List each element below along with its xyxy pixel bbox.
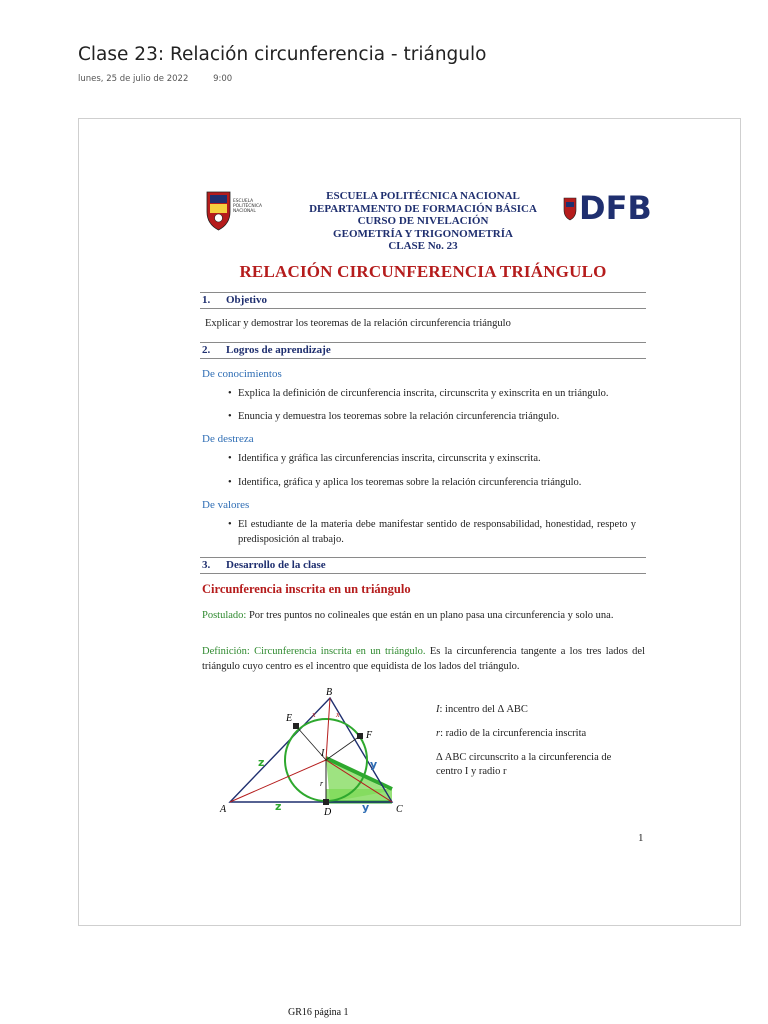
label-y-base: y	[362, 801, 370, 814]
definicion-text: Es la circunferencia tangente a los tres lados del triángulo cuyo centro es el incentro que equidista de los lados del triángulo.	[202, 646, 645, 672]
list-item: • Identifica, gráfica y aplica los teoremas sobre la relación circunferencia triángulo.	[228, 477, 582, 488]
institution-header	[300, 190, 546, 253]
subheading-destreza: De destreza	[202, 433, 254, 445]
section-heading-desarrollo	[200, 557, 646, 574]
postulado-text: Por tres puntos no colineales que están en un plano pasa una circunferencia y solo una.	[246, 610, 614, 621]
legend-line: r: radio de la circunferencia inscrita	[436, 728, 587, 739]
subtitle-circunferencia-inscrita: Circunferencia inscrita en un triángulo	[202, 582, 411, 596]
list-item: • El estudiante de la materia debe manifestar sentido de responsabilidad, honestidad, respeto y predisposición al trabajo.	[228, 519, 636, 545]
section-label: Objetivo	[226, 294, 267, 306]
definicion-paragraph	[202, 644, 645, 674]
page-title: Clase 23: Relación circunferencia - triángulo	[78, 44, 487, 65]
epn-logo-line-3: NACIONAL	[233, 209, 256, 214]
subheading-valores: De valores	[202, 499, 250, 511]
header-line: GEOMETRÍA Y TRIGONOMETRÍA	[333, 227, 513, 240]
objective-text: Explicar y demostrar los teoremas de la relación circunferencia triángulo	[205, 318, 511, 329]
section-number: 2.	[202, 344, 211, 356]
postulado-paragraph	[202, 608, 645, 623]
tangent-point-e	[293, 723, 299, 729]
section-label: Logros de aprendizaje	[226, 344, 331, 356]
epn-logo	[204, 190, 268, 239]
subheading-conocimientos: De conocimientos	[202, 368, 282, 380]
tangent-point-d	[323, 799, 329, 805]
header-line: ESCUELA POLITÉCNICA NACIONAL	[326, 190, 520, 202]
label-x-angle: x	[312, 710, 316, 719]
label-e: E	[286, 713, 293, 724]
label-z-side: z	[258, 756, 265, 769]
label-z-base: z	[275, 800, 282, 813]
section-heading-logros	[200, 342, 646, 359]
label-r: r	[320, 779, 324, 788]
section-number: 3.	[202, 559, 211, 571]
legend-line: centro I y radio r	[436, 766, 507, 777]
label-d: D	[324, 807, 332, 818]
list-item: • Enuncia y demuestra los teoremas sobre la relación circunferencia triángulo.	[228, 411, 560, 422]
label-b: B	[326, 687, 333, 698]
page-meta	[78, 74, 232, 84]
epn-logo-line-2: POLITÉCNICA	[233, 204, 263, 209]
document-main-title: RELACIÓN CIRCUNFERENCIA TRIÁNGULO	[239, 262, 607, 281]
definicion-label: Definición: Circunferencia inscrita en un triángulo.	[202, 646, 426, 657]
page-footer: GR16 página 1	[288, 1007, 349, 1018]
label-c: C	[396, 804, 403, 815]
label-x-angle: x	[336, 710, 340, 719]
bisector-line	[326, 698, 330, 760]
dfb-logo	[562, 186, 652, 231]
list-item: • Identifica y gráfica las circunferencias inscrita, circunscrita y exinscrita.	[228, 453, 541, 464]
bisector-line	[230, 760, 326, 802]
list-item: • Explica la definición de circunferencia inscrita, circunscrita y exinscrita en un triángulo.	[228, 388, 609, 399]
epn-logo-line-1: ESCUELA	[233, 199, 254, 204]
legend-line: I: incentro del Δ ABC	[436, 704, 528, 715]
section-label: Desarrollo de la clase	[226, 559, 326, 571]
dfb-logo-text: DFB	[579, 189, 652, 227]
label-f: F	[366, 730, 373, 741]
header-line: DEPARTAMENTO DE FORMACIÓN BÁSICA	[309, 202, 537, 215]
postulado-label: Postulado:	[202, 610, 247, 621]
label-a: A	[220, 804, 227, 815]
incircle-diagram	[200, 686, 420, 821]
radius-line	[326, 736, 360, 760]
header-line: CLASE No. 23	[388, 240, 458, 252]
legend-line: Δ ABC circunscrito a la circunferencia de	[436, 752, 612, 763]
page-time: 9:00	[213, 74, 233, 84]
label-i: I	[321, 748, 325, 759]
tangent-point-f	[357, 733, 363, 739]
page-date: lunes, 25 de julio de 2022	[78, 74, 189, 84]
label-y-side: y	[370, 758, 378, 771]
section-heading-objetivo	[200, 292, 646, 309]
section-number: 1.	[202, 294, 211, 306]
header-line: CURSO DE NIVELACIÓN	[357, 215, 489, 227]
document-page-number: 1	[638, 832, 644, 844]
